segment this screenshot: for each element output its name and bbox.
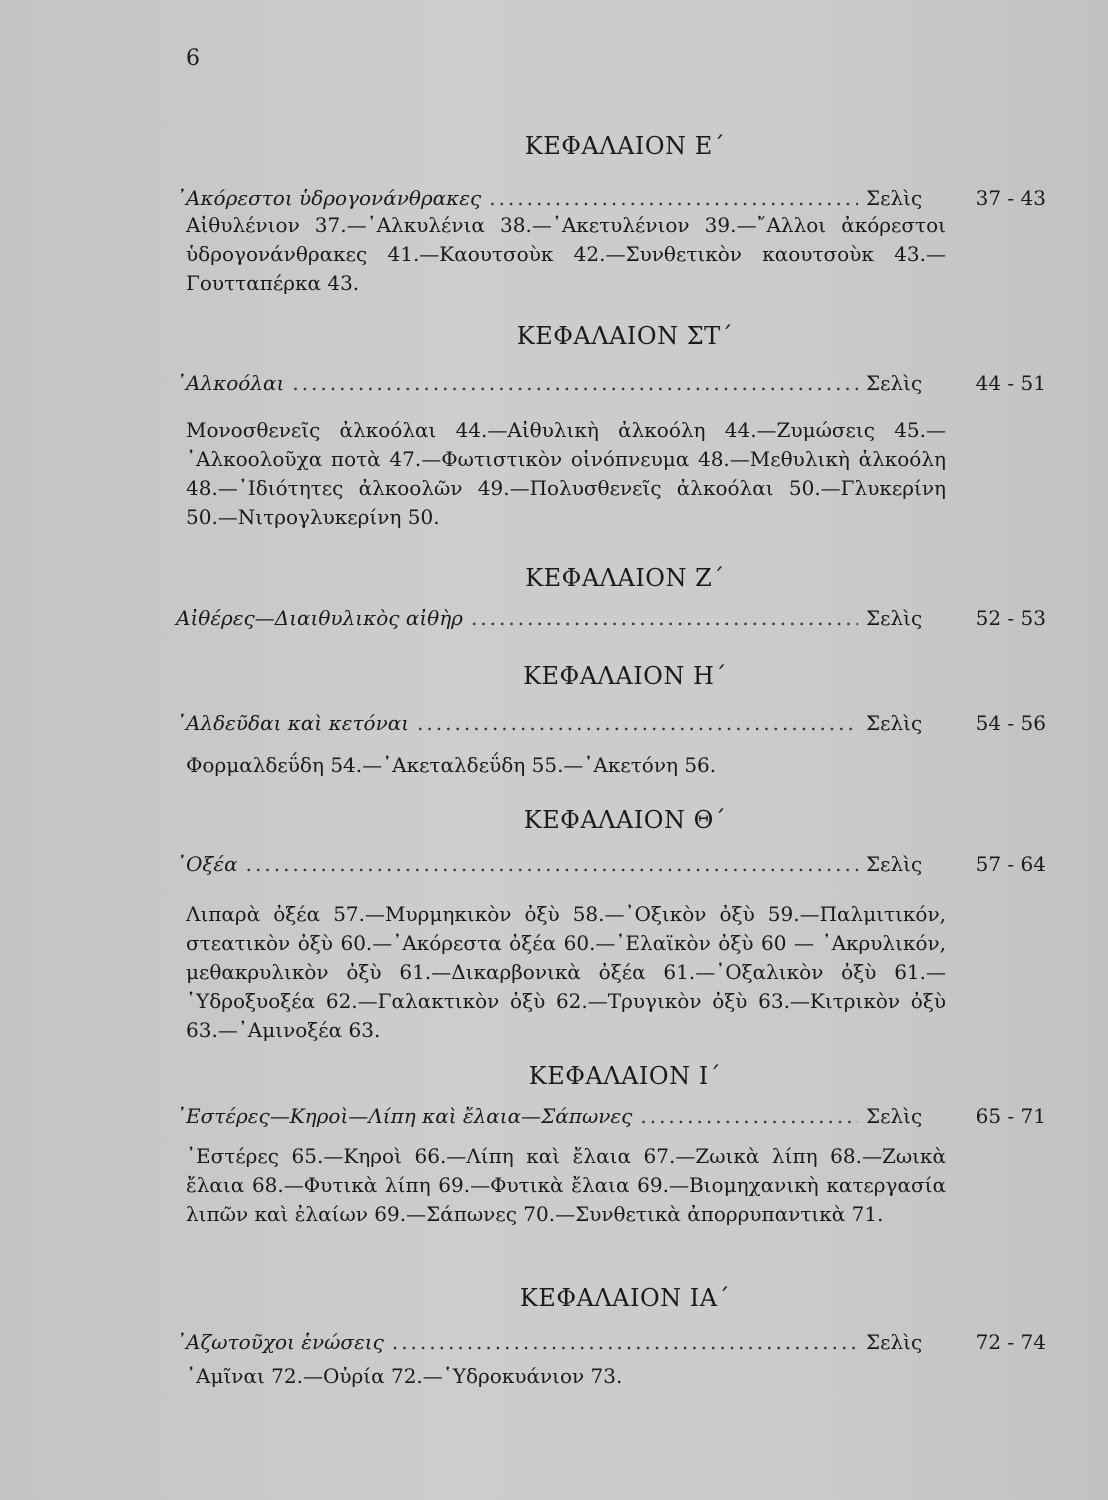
chapter-heading: ΚΕΦΑΛΑΙΟΝ ΣΤ΄ [516, 322, 734, 350]
toc-entry-title: Αἰθέρες—Διαιθυλικὸς αἰθὴρ [176, 606, 463, 630]
page-range: 54 - 56 [975, 711, 1046, 735]
chapter-heading: ΚΕΦΑΛΑΙΟΝ Ζ΄ [525, 564, 725, 592]
leader-dots [471, 606, 858, 630]
page-label: Σελὶς [866, 606, 923, 630]
leader-dots [417, 711, 858, 735]
leader-dots [392, 1330, 858, 1354]
leader-dots [292, 371, 858, 395]
toc-entry-title: ᾿Εστέρες—Κηροὶ—Λίπη καὶ ἔλαια—Σάπωνες [176, 1104, 633, 1128]
page-number: 6 [186, 46, 200, 71]
page-label: Σελὶς [866, 1104, 923, 1128]
chapter-contents: Φορμαλδεΰδη 54.—᾿Ακεταλδεΰδη 55.—᾿Ακετόνη 56. [186, 753, 717, 777]
chapter-contents: Λιπαρὰ ὀξέα 57.—Μυρμηκικὸν ὀξὺ 58.—᾿Οξικὸν ὀξὺ 59.—Παλμιτικόν, στεατικὸν ὀξὺ 60.—᾿Ακόρεστα ὀξέα 60.—᾿Ελαϊκὸν ὀξὺ 60 — ᾿Ακρυλικόν, μεθακρυλικὸν ὀξὺ 61.—Δικαρβονικὰ ὀξέα 61.—᾿Οξαλικὸν ὀξὺ 61.—῾Υδροξυοξέα 62.—Γαλακτικὸν ὀξὺ 62.—Τρυγικὸν ὀξὺ 63.—Κιτρικὸν ὀξὺ 63.—᾿Αμινοξέα 63. [186, 902, 946, 1042]
chapter-heading: ΚΕΦΑΛΑΙΟΝ Ι΄ [528, 1062, 722, 1090]
page-range: 57 - 64 [975, 852, 1046, 876]
page-label: Σελὶς [866, 186, 923, 210]
toc-entry [176, 1104, 1046, 1134]
leader-dots [246, 852, 858, 876]
page-range: 52 - 53 [975, 606, 1046, 630]
leader-dots [489, 186, 858, 210]
page-label: Σελὶς [866, 852, 923, 876]
toc-entry [176, 606, 1046, 636]
chapter-heading: ΚΕΦΑΛΑΙΟΝ Ε΄ [524, 132, 726, 160]
toc-entry-title: ᾿Αζωτοῦχοι ἑνώσεις [176, 1330, 384, 1354]
chapter-heading: ΚΕΦΑΛΑΙΟΝ ΙΑ΄ [519, 1284, 731, 1312]
toc-entry-title: ᾿Οξέα [176, 852, 238, 876]
page-range: 72 - 74 [975, 1330, 1046, 1354]
toc-entry-title: ᾿Αλκοόλαι [176, 371, 285, 395]
page-label: Σελὶς [866, 711, 923, 735]
toc-entry [176, 1330, 1046, 1360]
toc-entry [176, 371, 1046, 401]
chapter-heading: ΚΕΦΑΛΑΙΟΝ Θ΄ [523, 806, 727, 834]
page-range: 37 - 43 [975, 186, 1046, 210]
page-label: Σελὶς [866, 371, 923, 395]
chapter-contents: ᾿Εστέρες 65.—Κηροὶ 66.—Λίπη καὶ ἔλαια 67.—Ζωικὰ λίπη 68.—Ζωικὰ ἔλαια 68.—Φυτικὰ λίπη 69.—Φυτικὰ ἔλαια 69.—Βιομηχανικὴ κατεργασία λιπῶν καὶ ἐλαίων 69.—Σάπωνες 70.—Συνθετικὰ ἀπορρυπαντικὰ 71. [186, 1144, 946, 1226]
chapter-contents: Αἰθυλένιον 37.—᾿Αλκυλένια 38.—᾿Ακετυλένιον 39.—῎Αλλοι ἀκόρεστοι ὑδρογονάνθρακες 41.—Καουτσοὺκ 42.—Συνθετικὸν καουτσοὺκ 43.—Γουτταπέρκα 43. [186, 213, 946, 295]
toc-entry-title: ᾿Αλδεῦδαι καὶ κετόναι [176, 711, 410, 735]
page-range: 44 - 51 [975, 371, 1046, 395]
toc-entry [176, 852, 1046, 882]
page-range: 65 - 71 [975, 1104, 1046, 1128]
toc-entry-title: ᾿Ακόρεστοι ὑδρογονάνθρακες [176, 186, 482, 210]
page-label: Σελὶς [866, 1330, 923, 1354]
toc-entry [176, 711, 1046, 741]
chapter-heading: ΚΕΦΑΛΑΙΟΝ Η΄ [523, 662, 727, 690]
leader-dots [640, 1104, 858, 1128]
chapter-contents: ᾿Αμῖναι 72.—Οὐρία 72.—῾Υδροκυάνιον 73. [186, 1364, 623, 1388]
chapter-contents: Μονοσθενεῖς ἀλκοόλαι 44.—Αἰθυλικὴ ἀλκοόλη 44.—Ζυμώσεις 45.—᾿Αλκοολοῦχα ποτὰ 47.—Φωτιστικὸν οἰνόπνευμα 48.—Μεθυλικὴ ἀλκοόλη 48.—᾿Ιδιότητες ἀλκοολῶν 49.—Πολυσθενεῖς ἀλκοόλαι 50.—Γλυκερίνη 50.—Νιτρογλυκερίνη 50. [186, 418, 946, 529]
